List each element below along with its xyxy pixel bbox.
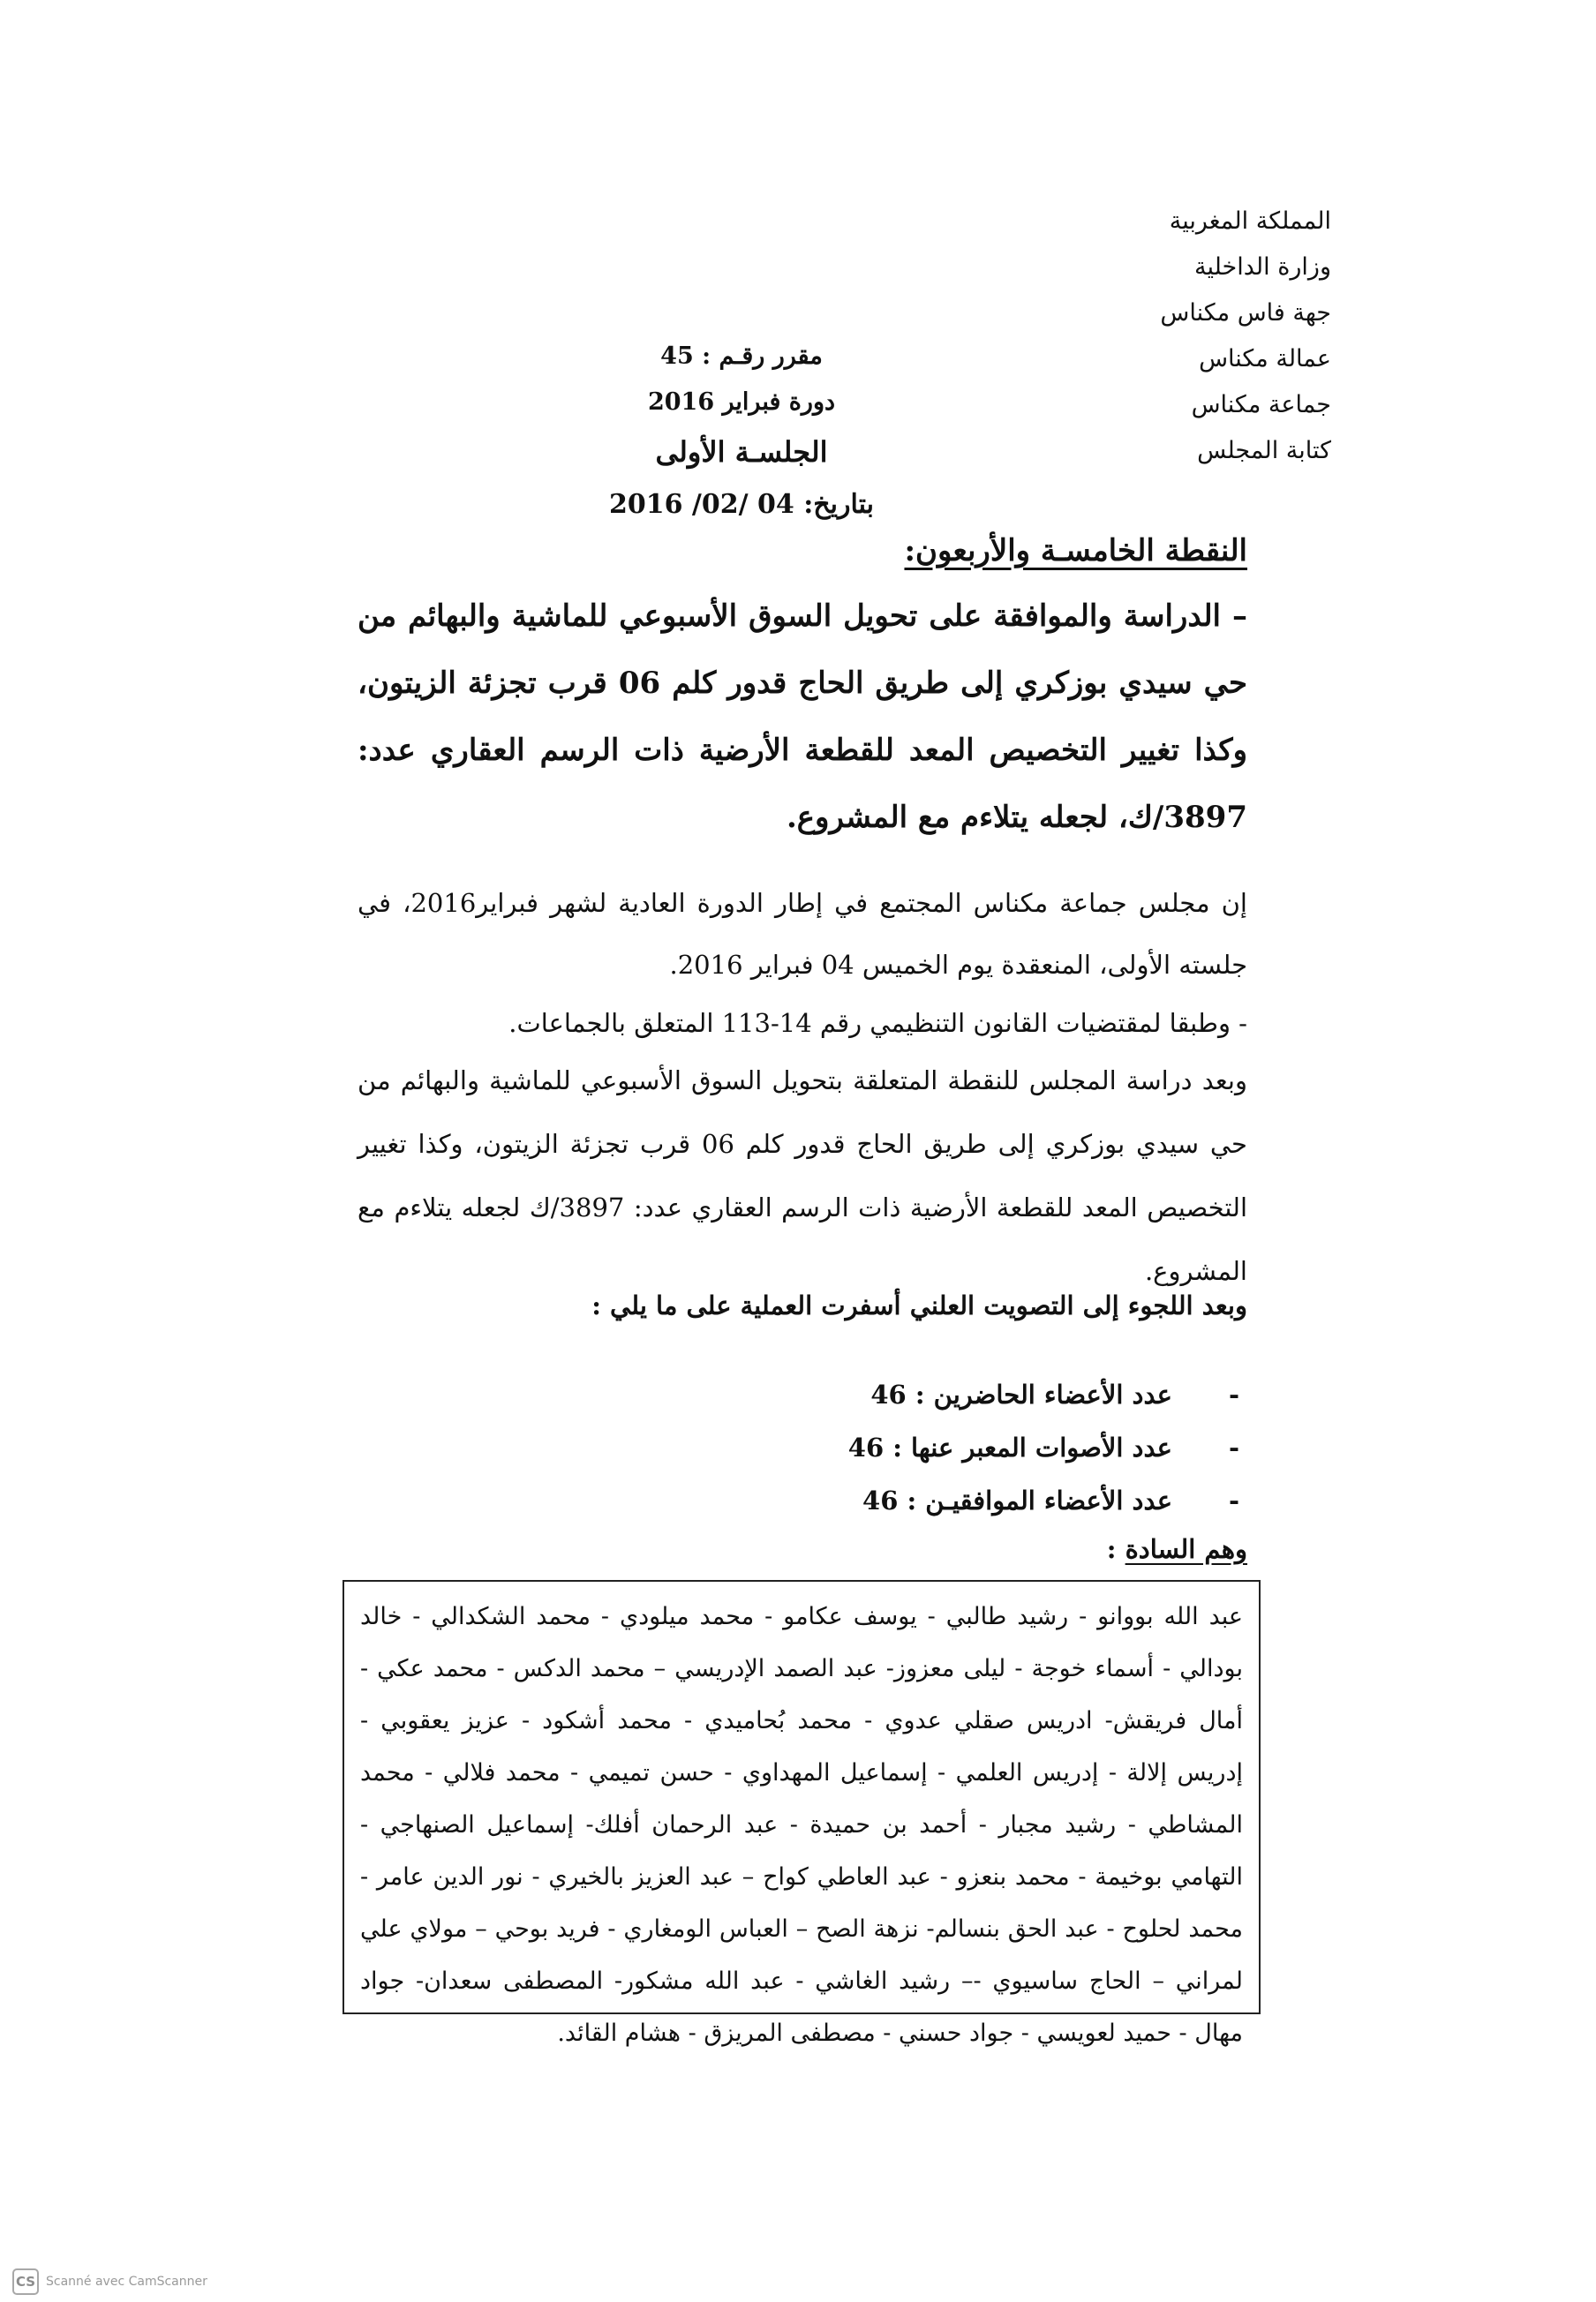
members-label-text: وهم السادة [1125, 1534, 1247, 1564]
authority-line-kingdom: المملكة المغربية [1169, 207, 1331, 235]
point-subject: – الدراسة والموافقة على تحويل السوق الأسبوعي للماشية والبهائم من حي سيدي بوزكري إلى طريق الحاج قدور كلم 06 قرب تجزئة الزيتون، وكذا تغيير التخصيص المعد للقطعة الأرضية ذات الرسم العقاري عدد: 3897/ك، لجعله يتلاءم مع المشروع. [358, 598, 1248, 835]
camscanner-logo-icon: CS [12, 2268, 39, 2295]
point-title: النقطة الخامسـة والأربعون: [904, 533, 1247, 568]
authority-line-region: جهة فاس مكناس [1160, 299, 1331, 327]
members-label-colon: : [1106, 1534, 1125, 1564]
members-present-count: عدد الأعضاء الحاضرين : 46 [870, 1380, 1172, 1410]
scanner-caption: Scanné avec CamScanner [46, 2275, 207, 2289]
session-cycle: دورة فبراير 2016 [647, 388, 836, 416]
vote-results [629, 1368, 1247, 1527]
members-label [1107, 1534, 1247, 1564]
members-approving-count: عدد الأعضاء الموافقيـن : 46 [862, 1486, 1172, 1516]
bullet-dash: - [1228, 1380, 1240, 1410]
decision-number: مقرر رقـم : 45 [660, 342, 823, 370]
bullet-dash: - [1228, 1433, 1240, 1463]
legal-basis-paragraph: - وطبقا لمقتضيات القانون التنظيمي رقم 14-113 المتعلق بالجماعات. [508, 1008, 1247, 1038]
result-row-present [629, 1368, 1247, 1421]
deliberation-paragraph: وبعد دراسة المجلس للنقطة المتعلقة بتحويل السوق الأسبوعي للماشية والبهائم من حي سيدي بوزكري إلى طريق الحاج قدور كلم 06 قرب تجزئة الزيتون، وكذا تغيير التخصيص المعد للقطعة الأرضية ذات الرسم العقاري عدد: 3897/ك لجعله يتلاءم مع المشروع. [358, 1065, 1247, 1286]
result-row-approving [629, 1474, 1247, 1527]
members-list-box: عبد الله بووانو - رشيد طالبي - يوسف عكامو - محمد ميلودي - محمد الشكدالي - خالد بودالي - أسماء خوجة - ليلى معزوز- عبد الصمد الإدريسي – محمد الدكس - محمد عكي - أمال فريقش- ادريس صقلي عدوي - محمد بُحاميدي - محمد أشكود - عزيز يعقوبي - إدريس إلالة - إدريس العلمي - إسماعيل المهداوي - حسن تميمي - محمد فلالي - محمد المشاطي - رشيد مجبار - أحمد بن حميدة - عبد الرحمان أفلك- إسماعيل الصنهاجي - التهامي بوخيمة - محمد بنعزو - عبد العاطي كواح – عبد العزيز بالخيري - نور الدين عامر - محمد لحلوح - عبد الحق بنسالم- نزهة الصح – العباس الومغاري - فريد بوحي – مولاي علي لمراني – الحاج ساسيوي -– رشيد الغاشي - عبد الله مشكور- المصطفى سعدان- جواد مهال - حميد لعويسي - جواد حسني - مصطفى المريزق - هشام القائد. [343, 1580, 1261, 2014]
authority-line-prefecture: عمالة مكناس [1199, 345, 1331, 372]
decision-date: بتاريخ: 04 /02/ 2016 [608, 489, 875, 520]
authority-line-council-secretariat: كتابة المجلس [1197, 437, 1331, 464]
decision-header [583, 334, 900, 531]
authority-line-commune: جماعة مكناس [1191, 391, 1331, 418]
council-paragraph: إن مجلس جماعة مكناس المجتمع في إطار الدورة العادية لشهر فبراير2016، في جلسته الأولى، المنعقدة يوم الخميس 04 فبراير 2016. [358, 888, 1247, 980]
votes-expressed-count: عدد الأصوات المعبر عنها : 46 [847, 1433, 1172, 1463]
authority-line-ministry: وزارة الداخلية [1194, 253, 1331, 281]
vote-intro: وبعد اللجوء إلى التصويت العلني أسفرت العملية على ما يلي : [591, 1290, 1247, 1320]
issuing-authority [1013, 199, 1331, 474]
bullet-dash: - [1228, 1486, 1240, 1516]
scanner-watermark [12, 2268, 207, 2295]
result-row-expressed [629, 1421, 1247, 1474]
session-name: الجلسـة الأولى [655, 435, 828, 469]
